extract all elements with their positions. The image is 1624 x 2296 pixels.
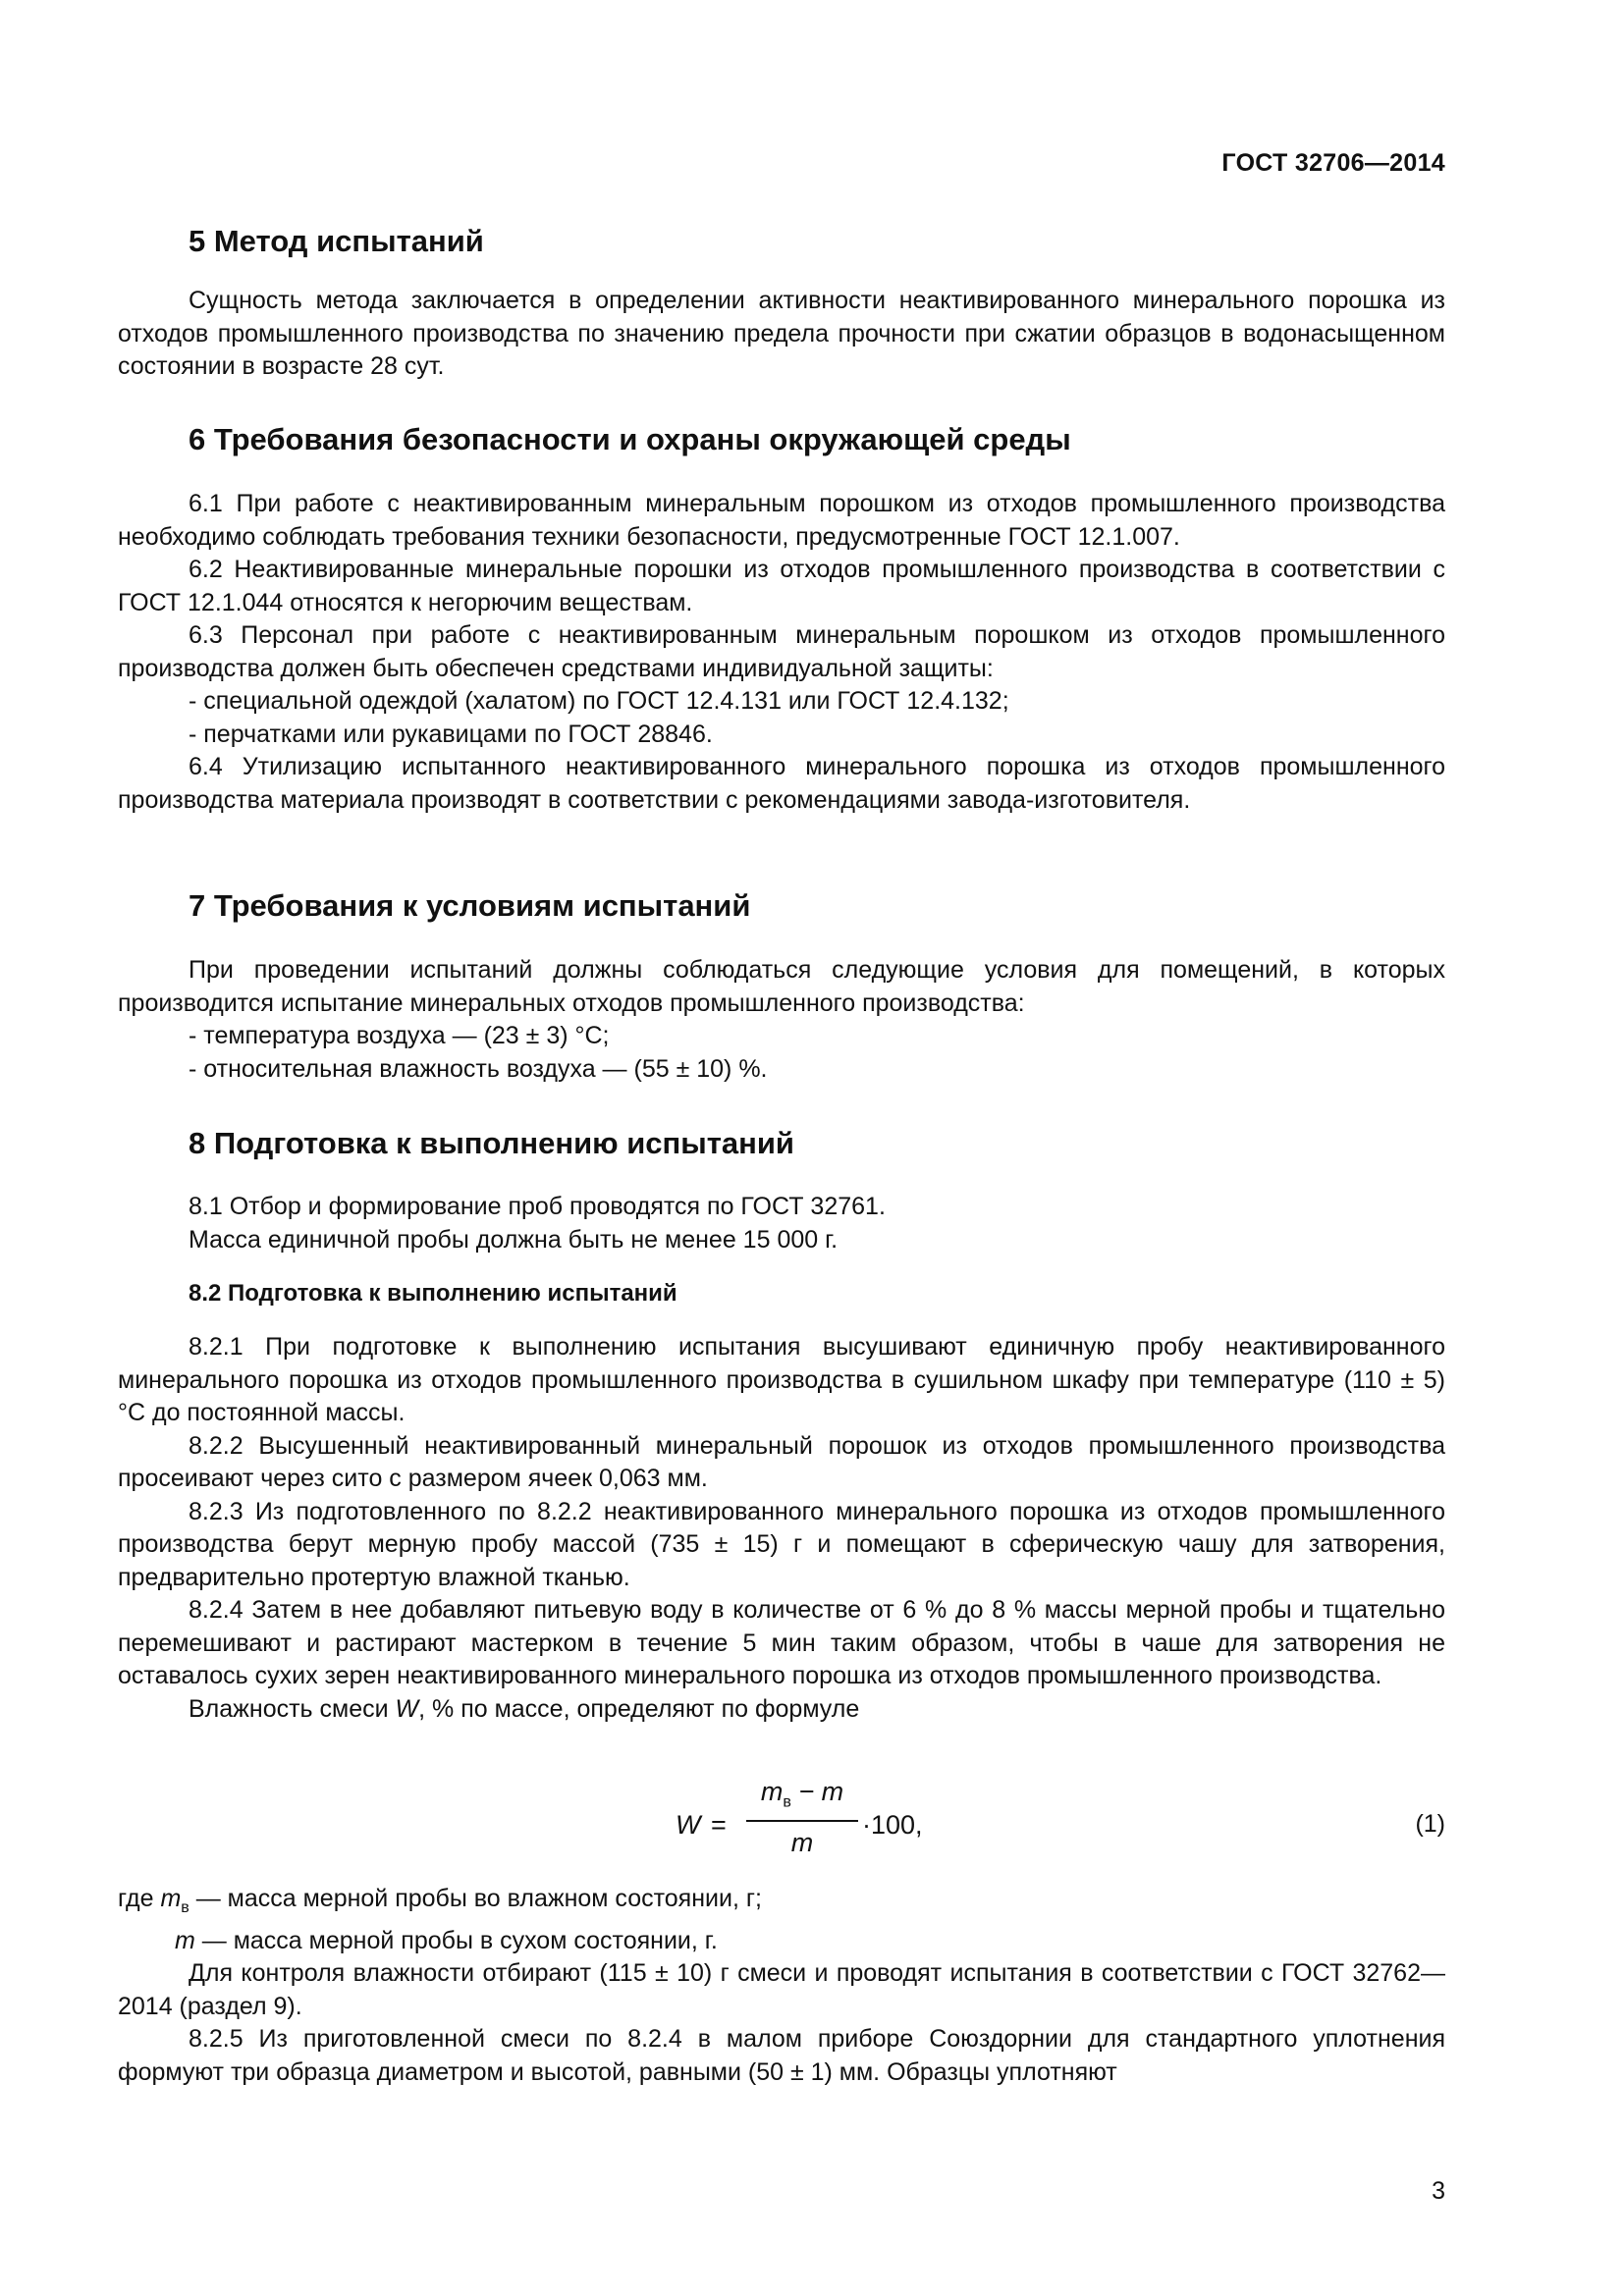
- page-number: 3: [1432, 2177, 1445, 2205]
- humidity-intro: [118, 1693, 1445, 1727]
- formula-denominator: m: [790, 1828, 814, 1857]
- list-item: - перчатками или рукавицами по ГОСТ 28846.: [189, 720, 713, 748]
- section-7-body: [118, 954, 1445, 1086]
- formula-number: (1): [1415, 1810, 1445, 1838]
- subsection-8-2: [118, 1280, 1445, 1308]
- paragraph-6-1: 6.1 При работе с неактивированным минеральным порошком из отходов промышленного производства необходимо соблюдать требования техники безопасности, предусмотренные ГОСТ 12.1.007.: [118, 490, 1445, 551]
- list-item: - специальной одеждой (халатом) по ГОСТ 12.4.131 или ГОСТ 12.4.132;: [189, 687, 1009, 715]
- paragraph-6-3: 6.3 Персонал при работе с неактивированным минеральным порошком из отходов промышленного производства должен быть обеспечен средствами индивидуальной защиты:: [118, 621, 1445, 682]
- section-8-body: [118, 1191, 1445, 1256]
- paragraph-8-2-4: 8.2.4 Затем в нее добавляют питьевую воду в количестве от 6 % до 8 % массы мерной пробы и тщательно перемешивают и растирают мастерком в течение 5 мин таким образом, чтобы в чаше для затворения не оставалось сухих зерен неактивированного минерального порошка из отходов промышленного производства.: [118, 1596, 1445, 1689]
- list-item: - температура воздуха — (23 ± 3) °С;: [189, 1022, 610, 1049]
- numerator-rest: − m: [790, 1777, 844, 1806]
- paragraph-8-2-1: 8.2.1 При подготовке к выполнению испытания высушивают единичную пробу неактивированного минерального порошка из отходов промышленного производства в сушильном шкафу при температуре (110 ± 5) °С до постоянной массы.: [118, 1333, 1445, 1426]
- formula-multiplier: ·100,: [862, 1810, 923, 1840]
- doc-code-header: ГОСТ 32706—2014: [1221, 149, 1445, 177]
- legend-item: [118, 1883, 1445, 1925]
- section-6: [118, 422, 1445, 457]
- paragraph-8-1: 8.1 Отбор и формирование проб проводятся по ГОСТ 32761.: [189, 1193, 886, 1220]
- legend-variable: m: [160, 1885, 182, 1912]
- humidity-variable: W: [395, 1694, 419, 1723]
- subsection-8-2-title: 8.2 Подготовка к выполнению испытаний: [189, 1280, 677, 1307]
- fraction-bar: [746, 1820, 858, 1822]
- paragraph-6-4: 6.4 Утилизацию испытанного неактивированного минерального порошка из отходов промышленного производства материала производят в соответствии с рекомендациями завода-изготовителя.: [118, 753, 1445, 814]
- section-5-title: 5 Метод испытаний: [189, 224, 484, 258]
- humidity-intro-text-end: , % по массе, определяют по формуле: [418, 1694, 860, 1723]
- numerator-m: m: [760, 1777, 784, 1806]
- paragraph-8-1-mass: Масса единичной пробы должна быть не менее 15 000 г.: [189, 1225, 839, 1254]
- section-6-title: 6 Требования безопасности и охраны окружающей среды: [189, 422, 1071, 456]
- subsection-8-2-body: [118, 1331, 1445, 1726]
- formula-legend: [118, 1883, 1445, 2089]
- section-7-paragraph: При проведении испытаний должны соблюдаться следующие условия для помещений, в которых производится испытание минеральных отходов промышленного производства:: [118, 956, 1445, 1017]
- section-5: [118, 224, 1445, 259]
- formula-lhs: W: [676, 1810, 701, 1840]
- paragraph-8-2-2: 8.2.2 Высушенный неактивированный минеральный порошок из отходов промышленного производства просеивают через сито с размером ячеек 0,063 мм.: [118, 1431, 1445, 1492]
- section-8: [118, 1126, 1445, 1161]
- legend-item: [118, 1925, 1445, 1958]
- legend-where: где: [118, 1885, 161, 1912]
- section-8-title: 8 Подготовка к выполнению испытаний: [189, 1126, 794, 1160]
- paragraph-8-2-5: 8.2.5 Из приготовленной смеси по 8.2.4 в малом приборе Союздорнии для стандартного уплотнения формуют три образца диаметром и высотой, равными (50 ± 1) мм. Образцы уплотняют: [118, 2025, 1445, 2086]
- legend-subscript: в: [181, 1899, 189, 1916]
- section-6-body: [118, 488, 1445, 817]
- formula-1: [118, 1777, 1445, 1865]
- formula-numerator: [748, 1777, 856, 1811]
- legend-text: — масса мерной пробы в сухом состоянии, г.: [194, 1926, 718, 1954]
- legend-text: — масса мерной пробы во влажном состоянии, г;: [189, 1885, 762, 1912]
- humidity-control-paragraph: Для контроля влажности отбирают (115 ± 10) г смеси и проводят испытания в соответствии с ГОСТ 32762—2014 (раздел 9).: [118, 1959, 1445, 2020]
- paragraph-8-2-3: 8.2.3 Из подготовленного по 8.2.2 неактивированного минерального порошка из отходов промышленного производства берут мерную пробу массой (735 ± 15) г и помещают в сферическую чашу для затворения, предварительно протертую влажной тканью.: [118, 1497, 1445, 1591]
- section-5-body: [118, 285, 1445, 384]
- section-7: [118, 888, 1445, 924]
- formula-equals: =: [711, 1810, 727, 1840]
- paragraph-6-2: 6.2 Неактивированные минеральные порошки из отходов промышленного производства в соответствии с ГОСТ 12.1.044 относятся к негорючим веществам.: [118, 556, 1445, 616]
- section-5-paragraph: Сущность метода заключается в определении активности неактивированного минерального порошка из отходов промышленного производства по значению предела прочности при сжатии образцов в водонасыщенном состоянии в возрасте 28 сут.: [118, 287, 1445, 380]
- section-7-title: 7 Требования к условиям испытаний: [189, 888, 751, 923]
- numerator-subscript: в: [783, 1793, 791, 1811]
- list-item: - относительная влажность воздуха — (55 ± 10) %.: [189, 1054, 768, 1083]
- humidity-intro-text: Влажность смеси: [189, 1694, 396, 1723]
- legend-variable: m: [175, 1926, 195, 1954]
